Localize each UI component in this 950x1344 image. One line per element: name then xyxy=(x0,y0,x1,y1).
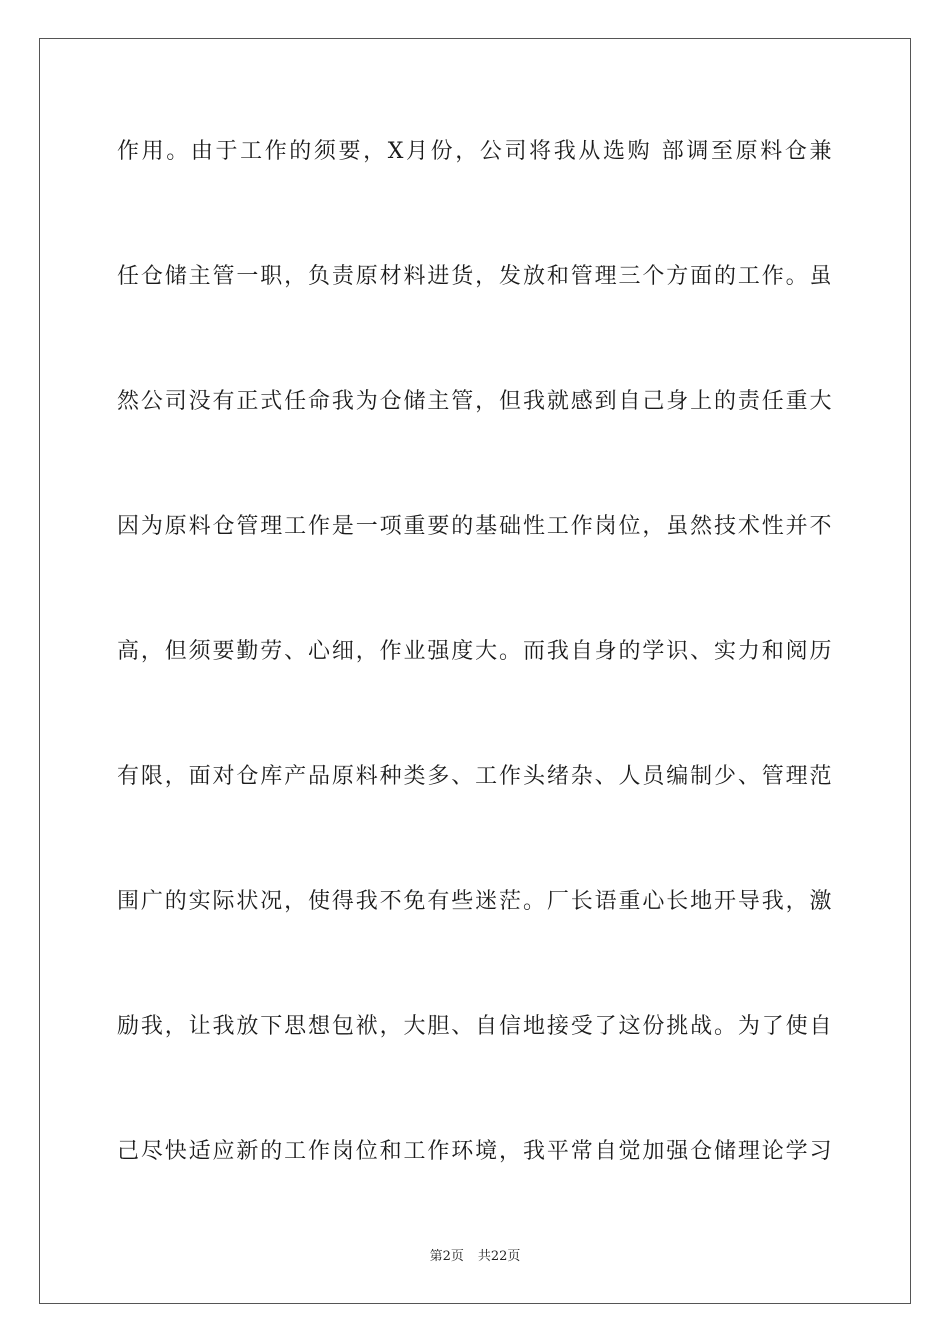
text-line-2: 任仓储主管一职，负责原材料进货，发放和管理三个方面的工作。虽 xyxy=(117,264,833,289)
text-line-8: 励我，让我放下思想包袱，大胆、自信地接受了这份挑战。为了使自 xyxy=(117,1014,833,1039)
current-page-label: 第2页 xyxy=(429,1249,464,1264)
page-footer xyxy=(0,1248,950,1266)
text-line-4: 因为原料仓管理工作是一项重要的基础性工作岗位，虽然技术性并不 xyxy=(117,514,833,539)
text-line-6: 有限，面对仓库产品原料种类多、工作头绪杂、人员编制少、管理范 xyxy=(117,764,833,789)
text-line-3: 然公司没有正式任命我为仓储主管，但我就感到自己身上的责任重大 xyxy=(117,389,833,414)
text-line-9: 己尽快适应新的工作岗位和工作环境，我平常自觉加强仓储理论学习 xyxy=(117,1139,833,1164)
total-pages-label: 共22页 xyxy=(477,1249,521,1264)
text-line-1: 作用。由于工作的须要，X月份，公司将我从选购 部调至原料仓兼 xyxy=(117,139,833,164)
document-body xyxy=(117,130,833,1255)
text-line-7: 围广的实际状况，使得我不免有些迷茫。厂长语重心长地开导我，激 xyxy=(117,889,833,914)
text-line-5: 高，但须要勤劳、心细，作业强度大。而我自身的学识、实力和阅历 xyxy=(117,639,833,664)
